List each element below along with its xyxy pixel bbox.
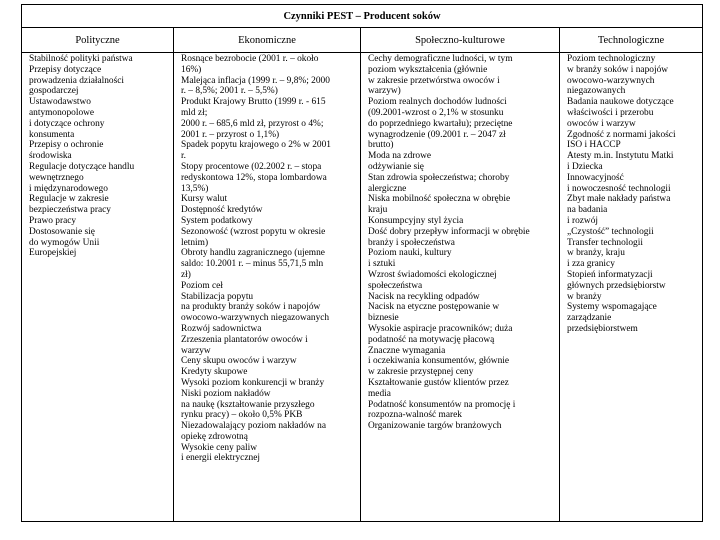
factor-line: Wysoki poziom konkurencji w branży <box>181 377 325 388</box>
factor-line: Niska mobilność społeczna w obrębie <box>368 194 511 205</box>
factor-line: Wzrost świadomości ekologicznej <box>368 269 497 280</box>
factor-line: ISO i HACCP <box>567 140 621 151</box>
factor-line: Podatność konsumentów na promocję i <box>368 399 516 410</box>
factor-line: letnim) <box>181 237 209 248</box>
factor-line: i nowoczesność technologii <box>567 183 671 194</box>
table-body-row <box>22 53 703 522</box>
factor-line: Moda na zdrowe <box>368 151 431 162</box>
factor-line: Spadek popytu krajowego o 2% w 2001 <box>181 140 331 151</box>
factor-line: r. <box>181 151 186 162</box>
factor-line: Regulacje w zakresie <box>29 194 109 205</box>
factor-line: „Czystość” technologii <box>567 226 654 237</box>
factor-line: Badania naukowe dotyczące <box>567 97 674 108</box>
factor-line: Wysokie aspiracje pracowników; duża <box>368 323 513 334</box>
factor-line: Cechy demograficzne ludności, w tym <box>368 54 513 64</box>
factor-line: Sezonowość (wzrost popytu w okresie <box>181 226 326 237</box>
factor-line: Systemy wspomagające <box>567 302 657 313</box>
header-economic: Ekonomiczne <box>174 28 361 53</box>
factor-line: konsumenta <box>29 129 75 140</box>
factor-line: w branży, kraju <box>567 248 625 259</box>
header-political: Polityczne <box>22 28 174 53</box>
factor-line: Stopień informatyzacji <box>567 269 653 280</box>
factor-line: opiekę zdrowotną <box>181 431 248 442</box>
factor-line: właściwości i przerobu <box>567 107 654 118</box>
factor-line: antymonopolowe <box>29 107 95 118</box>
factor-line: Organizowanie targów branżowych <box>368 421 502 432</box>
factor-line: przedsiębiorstwem <box>567 323 638 334</box>
factor-line: Ceny skupu owoców i warzyw <box>181 356 297 367</box>
factor-line: Niezadowalający poziom nakładów na <box>181 421 326 432</box>
factor-line: branży i społeczeństwa <box>368 237 455 248</box>
factor-line: brutto) <box>368 140 394 151</box>
factor-line: Malejąca inflacja (1999 r. – 9,8%; 2000 <box>181 75 330 86</box>
technological-cell <box>560 53 703 522</box>
factor-line: społeczeństwa <box>368 280 423 291</box>
factor-line: owocowo-warzywnych niegazowanych <box>181 313 330 324</box>
pest-document <box>21 4 702 525</box>
factor-line: System podatkowy <box>181 215 253 226</box>
factor-line: 13,5%) <box>181 183 209 194</box>
factor-line: Poziom technologiczny <box>567 54 656 64</box>
table-header-row <box>22 28 703 53</box>
factor-line: i dotyczące ochrony <box>29 118 105 129</box>
factor-line: 16%) <box>181 64 202 75</box>
factor-line: Regulacje dotyczące handlu <box>29 161 135 172</box>
factor-line: podatność na motywację płacową <box>368 334 495 345</box>
factor-line: Zbyt małe nakłady państwa <box>567 194 671 205</box>
factor-line: Prawo pracy <box>29 215 77 226</box>
factor-line: na naukę (kształtowanie przyszłego <box>181 399 315 410</box>
factor-line: Zrzeszenia plantatorów owoców i <box>181 334 308 345</box>
factor-line: Dość dobry przepływ informacji w obrębie <box>368 226 530 237</box>
factor-line: Wysokie ceny paliw <box>181 442 257 453</box>
factor-line: Rosnące bezrobocie (2001 r. – około <box>181 54 319 64</box>
factor-line: Stopy procentowe (02.2002 r. – stopa <box>181 161 322 172</box>
factor-line: Przepisy dotyczące <box>29 64 102 75</box>
technological-factors-list <box>560 53 702 335</box>
factor-line: Poziom realnych dochodów ludności <box>368 97 507 108</box>
factor-line: do wymogów Unii <box>29 237 100 248</box>
factor-line: Atesty m.in. Instytutu Matki <box>567 151 674 162</box>
socio-cultural-factors-list <box>361 53 559 432</box>
factor-line: Produkt Krajowy Brutto (1999 r. - 615 <box>181 97 326 108</box>
factor-line: Europejskiej <box>29 248 77 259</box>
economic-cell <box>174 53 361 522</box>
factor-line: Kursy walut <box>181 194 228 205</box>
header-technological: Technologiczne <box>560 28 703 53</box>
factor-line: owocowo-warzywnych <box>567 75 655 86</box>
factor-line: zarządzanie <box>567 313 612 324</box>
factor-line: Stan zdrowia społeczeństwa; choroby <box>368 172 510 183</box>
factor-line: alergiczne <box>368 183 407 194</box>
factor-line: i sztuki <box>368 259 396 270</box>
factor-line: Znaczne wymagania <box>368 345 446 356</box>
factor-line: zł) <box>181 269 191 280</box>
factor-line: w branży soków i napojów <box>567 64 669 75</box>
factor-line: owoców i warzyw <box>567 118 636 129</box>
factor-line: Kształtowanie gustów klientów przez <box>368 377 509 388</box>
factor-line: i Dziecka <box>567 161 603 172</box>
table-title-row <box>22 5 703 28</box>
factor-line: saldo: 10.2001 r. – minus 55,71,5 mln <box>181 259 324 270</box>
factor-line: redyskontowa 12%, stopa lombardowa <box>181 172 327 183</box>
factor-line: w zakresie przystępnej ceny <box>368 367 474 378</box>
factor-line: wewnętrznego <box>29 172 84 183</box>
factor-line: Obroty handlu zagranicznego (ujemne <box>181 248 325 259</box>
factor-line: głównych przedsiębiorstw <box>567 280 666 291</box>
factor-line: rynku pracy) – około 0,5% PKB <box>181 410 303 421</box>
factor-line: warzyw) <box>368 86 401 97</box>
factor-line: biznesie <box>368 313 399 324</box>
factor-line: w zakresie przetwórstwa owoców i <box>368 75 500 86</box>
factor-line: mld zł; <box>181 107 208 118</box>
factor-line: Poziom nauki, kultury <box>368 248 452 259</box>
political-factors-list <box>22 53 173 259</box>
factor-line: Rozwój sadownictwa <box>181 323 262 334</box>
factor-line: wynagrodzenie (09.2001 r. – 2047 zł <box>368 129 506 140</box>
factor-line: Niski poziom nakładów <box>181 388 271 399</box>
factor-line: na produkty branży soków i napojów <box>181 302 321 313</box>
factor-line: (09.2001-wzrost o 2,1% w stosunku <box>368 107 504 118</box>
factor-line: w branży <box>567 291 602 302</box>
factor-line: i rozwój <box>567 215 598 226</box>
pest-table <box>21 4 703 522</box>
factor-line: na badania <box>567 205 608 216</box>
factor-line: r. – 8,5%; 2001 r. – 5,5%) <box>181 86 278 97</box>
factor-line: Ustawodawstwo <box>29 97 91 108</box>
factor-line: i zza granicy <box>567 259 615 270</box>
factor-line: środowiska <box>29 151 72 162</box>
factor-line: 2001 r. – przyrost o 1,1%) <box>181 129 280 140</box>
factor-line: Konsumpcyjny styl życia <box>368 215 464 226</box>
factor-line: poziom wykształcenia (głównie <box>368 64 488 75</box>
factor-line: Nacisk na etyczne postępowanie w <box>368 302 500 313</box>
factor-line: Stabilizacja popytu <box>181 291 254 302</box>
factor-line: Dostosowanie się <box>29 226 95 237</box>
factor-line: media <box>368 388 391 399</box>
economic-factors-list <box>174 53 360 464</box>
factor-line: 2000 r. – 685,6 mld zł, przyrost o 4%; <box>181 118 324 129</box>
factor-line: gospodarczej <box>29 86 79 97</box>
table-title: Czynniki PEST – Producent soków <box>22 5 703 28</box>
header-socio-cultural: Społeczno-kulturowe <box>361 28 560 53</box>
factor-line: Nacisk na recykling odpadów <box>368 291 480 302</box>
factor-line: Poziom ceł <box>181 280 223 291</box>
factor-line: Stabilność polityki państwa <box>29 54 133 64</box>
factor-line: Przepisy o ochronie <box>29 140 104 151</box>
factor-line: Transfer technologii <box>567 237 643 248</box>
socio-cultural-cell <box>361 53 560 522</box>
factor-line: i energii elektrycznej <box>181 453 260 464</box>
factor-line: warzyw <box>181 345 211 356</box>
factor-line: Innowacyjność <box>567 172 624 183</box>
factor-line: i międzynarodowego <box>29 183 108 194</box>
factor-line: do poprzedniego kwartału); przeciętne <box>368 118 513 129</box>
factor-line: bezpieczeństwa pracy <box>29 205 111 216</box>
factor-line: rozpozna-walność marek <box>368 410 462 421</box>
political-cell <box>22 53 174 522</box>
factor-line: i oczekiwania konsumentów, głównie <box>368 356 510 367</box>
factor-line: prowadzenia działalności <box>29 75 125 86</box>
factor-line: niegazowanych <box>567 86 626 97</box>
factor-line: Zgodność z normami jakości <box>567 129 676 140</box>
factor-line: kraju <box>368 205 388 216</box>
factor-line: Dostępność kredytów <box>181 205 263 216</box>
factor-line: odżywianie się <box>368 161 424 172</box>
factor-line: Kredyty skupowe <box>181 367 248 378</box>
